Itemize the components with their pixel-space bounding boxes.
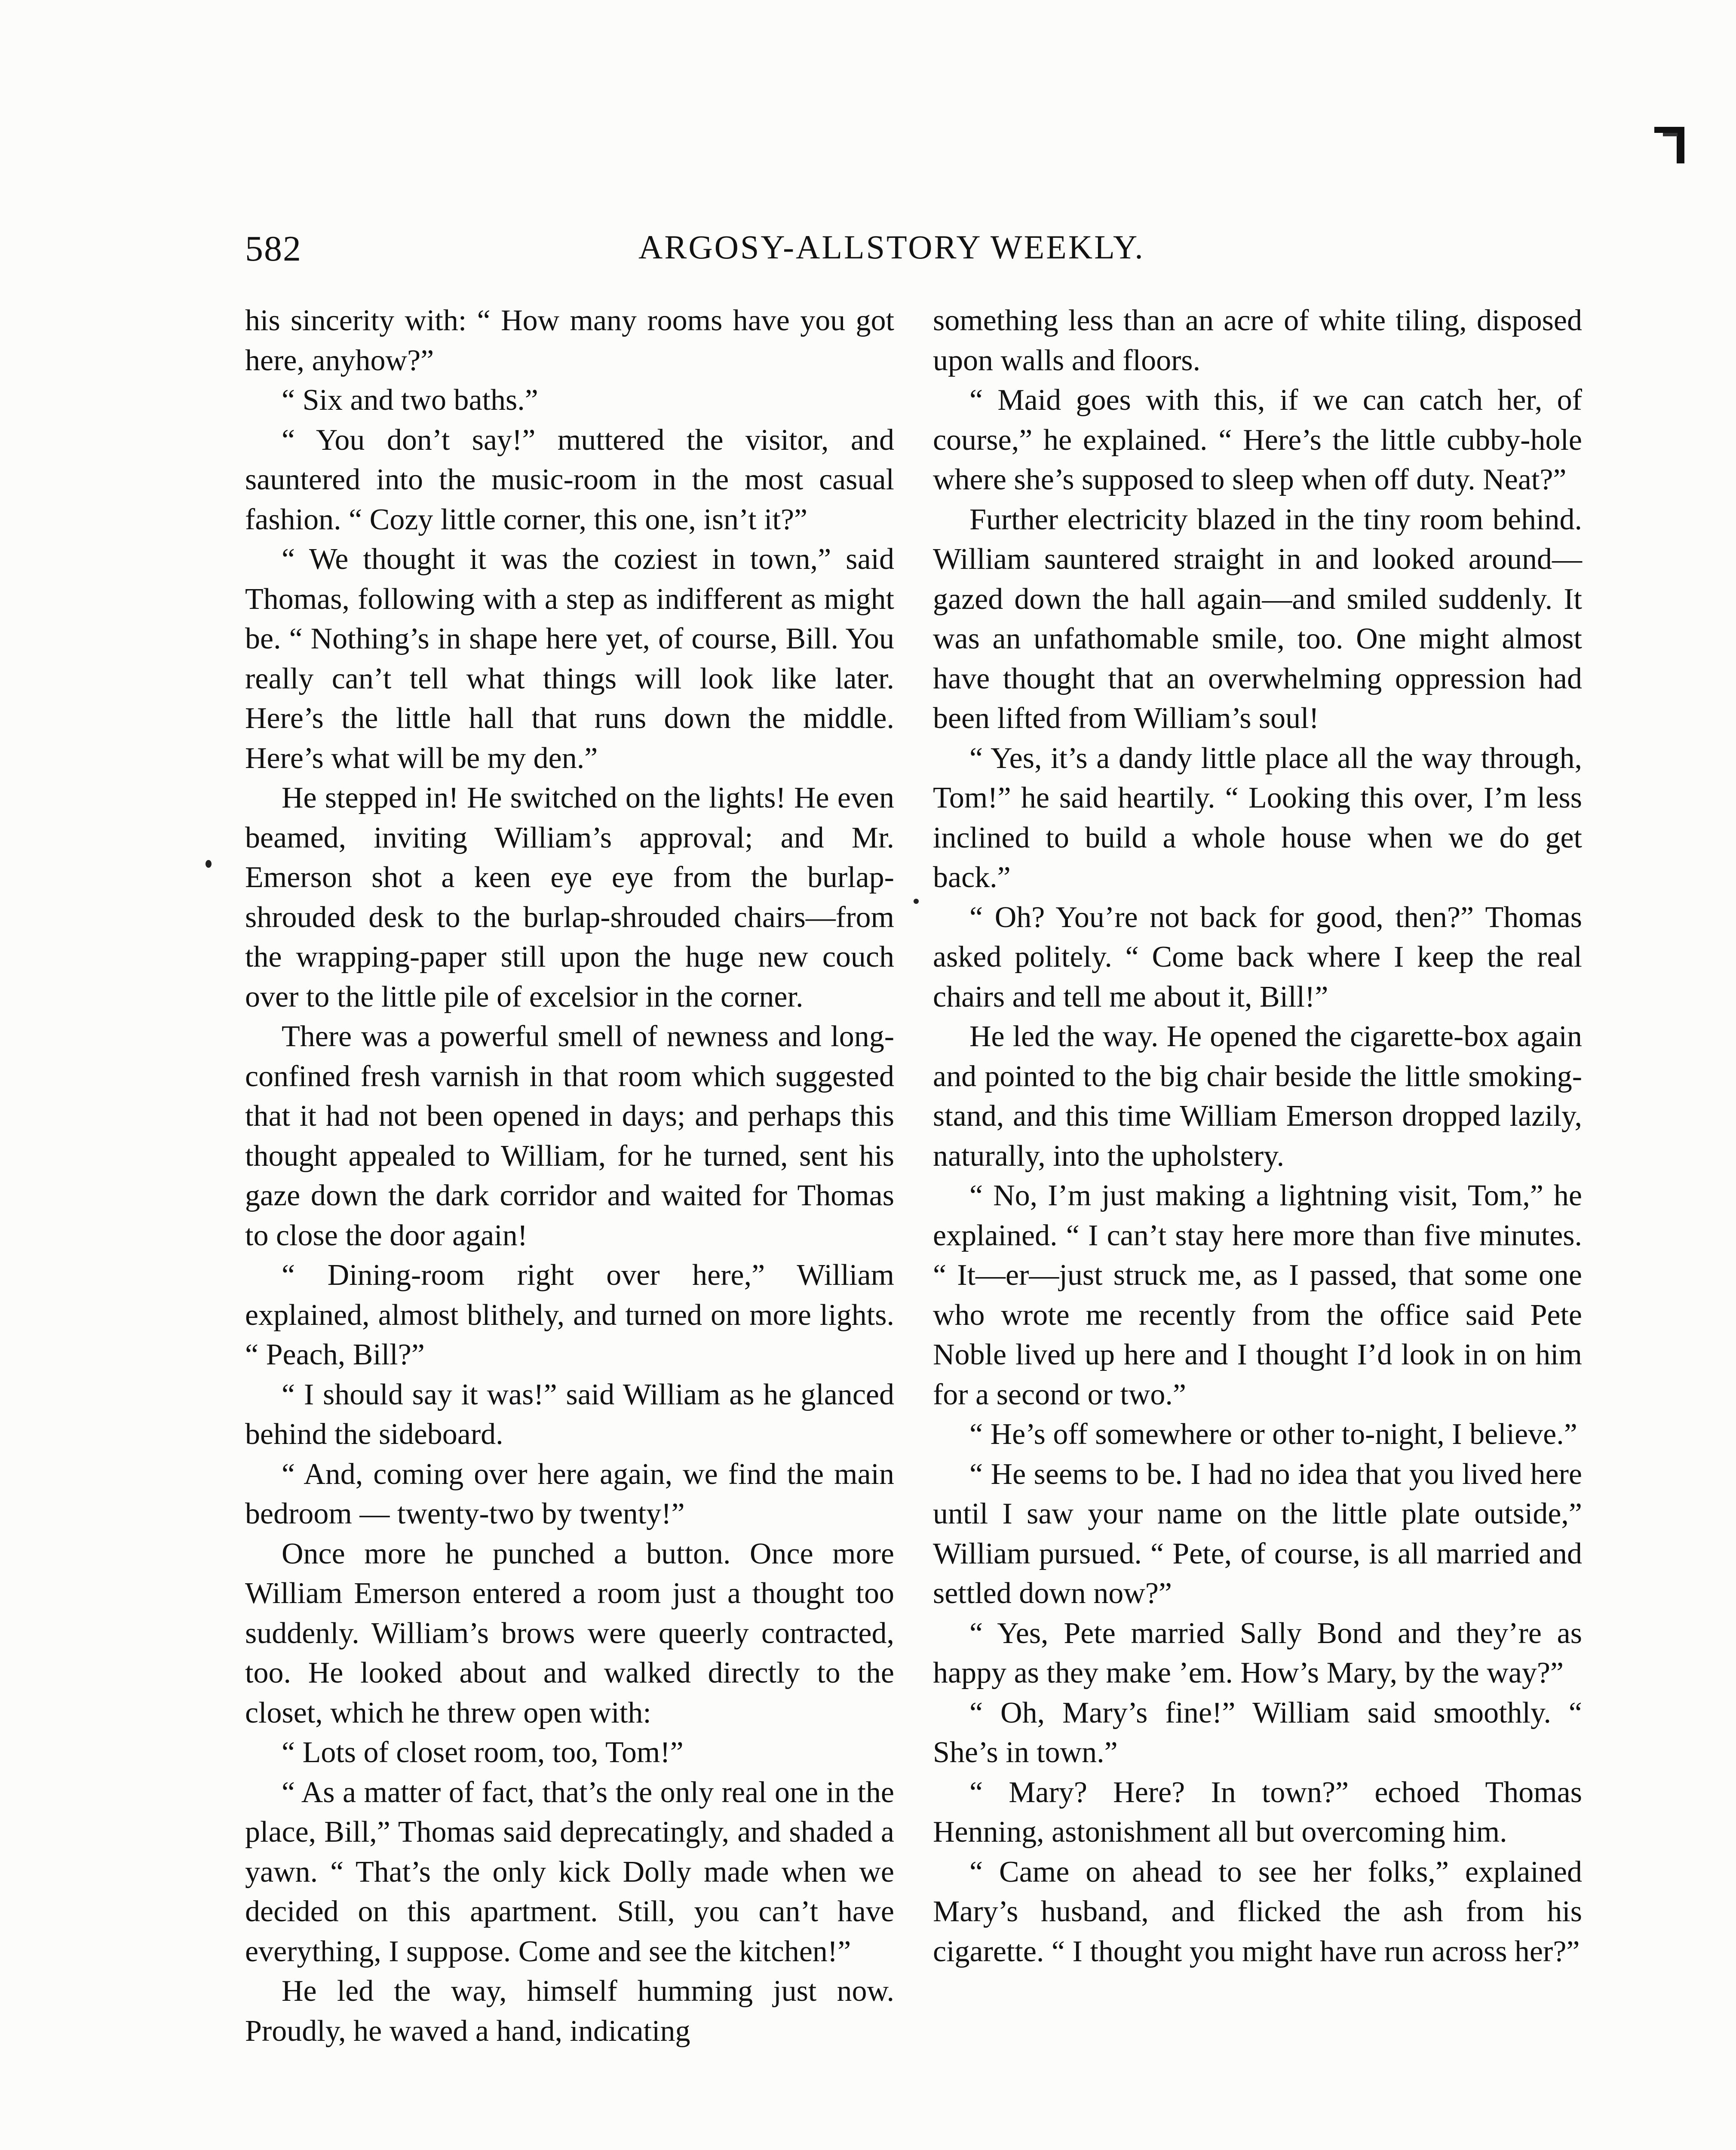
ink-speck — [914, 899, 919, 904]
paragraph: “ We thought it was the coziest in town,” said Thomas, following with a step as indifferent as might be. “ Nothing’s in shape here yet, of course, Bill. You really can’t tell what things will look like later. Here’s the little hall that runs down the middle. Here’s what will be my den.” — [245, 543, 894, 775]
running-title: ARGOSY-ALLSTORY WEEKLY. — [638, 228, 1145, 266]
paragraph: “ You don’t say!” muttered the visitor, and sauntered into the music-room in the most casual fashion. “ Cozy little corner, this one, isn’t it?” — [245, 423, 894, 536]
paragraph: “ He’s off somewhere or other to-night, I believe.” — [969, 1418, 1577, 1451]
paragraph: “ Yes, Pete married Sally Bond and they’re as happy as they make ’em. How’s Mary, by the way?” — [933, 1616, 1582, 1689]
page-header — [245, 228, 1595, 280]
paragraph: “ Dining-room right over here,” William explained, almost blithely, and turned on more lights. “ Peach, Bill?” — [245, 1259, 894, 1371]
paragraph: his sincerity with: “ How many rooms have you got here, anyhow?” — [245, 304, 894, 377]
paragraph: “ He seems to be. I had no idea that you lived here until I saw your name on the little plate outside,” William pursued. “ Pete, of course, is all married and settled down now?” — [933, 1457, 1582, 1610]
paragraph: “ Yes, it’s a dandy little place all the way through, Tom!” he said heartily. “ Looking this over, I’m less inclined to build a whole house when we do get back.” — [933, 741, 1582, 894]
paragraph: “ Came on ahead to see her folks,” explained Mary’s husband, and flicked the ash from his cigarette. “ I thought you might have run across her?” — [933, 1855, 1582, 1968]
paragraph: something less than an acre of white tiling, disposed upon walls and floors. — [933, 304, 1582, 377]
paragraph: “ Oh? You’re not back for good, then?” Thomas asked politely. “ Come back where I keep the real chairs and tell me about it, Bill!” — [933, 900, 1582, 1014]
left-column — [245, 301, 894, 2051]
paragraph: “ Lots of closet room, too, Tom!” — [282, 1736, 684, 1769]
paragraph: Once more he punched a button. Once more William Emerson entered a room just a thought too suddenly. William’s brows were queerly contracted, too. He looked about and walked directly to the closet, which he threw open with: — [245, 1537, 894, 1729]
paragraph: He led the way. He opened the cigarette-box again and pointed to the big chair beside the little smoking-stand, and this time William Emerson dropped lazily, naturally, into the upholstery. — [933, 1020, 1582, 1173]
paragraph: “ Mary? Here? In town?” echoed Thomas Henning, astonishment all but overcoming him. — [933, 1775, 1582, 1849]
paragraph: “ Six and two baths.” — [282, 384, 538, 417]
paragraph: “ Maid goes with this, if we can catch her, of course,” he explained. “ Here’s the little cubby-hole where she’s supposed to sleep when off duty. Neat?” — [933, 384, 1582, 496]
corner-mark-icon — [1654, 125, 1684, 163]
paragraph: Further electricity blazed in the tiny room behind. William sauntered straight in and looked around—gazed down the hall again—and smiled suddenly. It was an unfathomable smile, too. One might almost have thought that an overwhelming oppression had been lifted from William’s soul! — [933, 503, 1582, 735]
paragraph: “ No, I’m just making a lightning visit, Tom,” he explained. “ I can’t stay here more than five minutes. “ It—er—just struck me, as I passed, that some one who wrote me recently from the office said Pete Noble lived up here and I thought I’d look in on him for a second or two.” — [933, 1179, 1582, 1411]
paragraph: He led the way, himself humming just now. Proudly, he waved a hand, indicating — [245, 1975, 894, 2048]
paragraph: There was a powerful smell of newness and long-confined fresh varnish in that room which suggested that it had not been opened in days; and perhaps this thought appealed to William, for he turned, sent his gaze down the dark corridor and waited for Thomas to close the door again! — [245, 1020, 894, 1252]
ink-speck — [205, 860, 212, 868]
paragraph: He stepped in! He switched on the lights! He even beamed, inviting William’s approval; and Mr. Emerson shot a keen eye eye from the burlap-shrouded desk to the burlap-shrouded chairs—from the wrapping-paper still upon the huge new couch over to the little pile of excelsior in the corner. — [245, 781, 894, 1014]
paragraph: “ And, coming over here again, we find the main bedroom — twenty-two by twenty!” — [245, 1457, 894, 1530]
paragraph: “ I should say it was!” said William as he glanced behind the sideboard. — [245, 1378, 894, 1451]
paragraph: “ Oh, Mary’s fine!” William said smoothly. “ She’s in town.” — [933, 1696, 1582, 1769]
right-column — [933, 301, 1582, 1972]
paragraph: “ As a matter of fact, that’s the only real one in the place, Bill,” Thomas said deprecatingly, and shaded a yawn. “ That’s the only kick Dolly made when we decided on this apartment. Still, you can’t have everything, I suppose. Come and see the kitchen!” — [245, 1775, 894, 1968]
page-number: 582 — [245, 229, 302, 269]
